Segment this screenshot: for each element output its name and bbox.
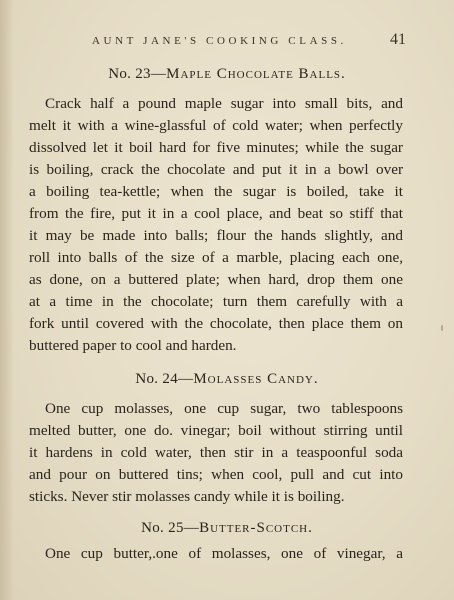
recipe-text-line: from the fire, put it in a cool place, and beat so stiff that — [29, 205, 403, 222]
recipe-text-line: melt it with a wine-glassful of cold water; when perfectly — [29, 117, 403, 134]
recipe-number: No. 24— — [135, 371, 194, 387]
paper-blemish — [441, 325, 443, 331]
recipe-text-line: One cup butter,.one of molasses, one of vinegar, a — [45, 545, 403, 562]
recipe-name: Molasses Candy. — [193, 371, 319, 387]
page-gutter-shadow — [0, 0, 14, 600]
recipe-title — [0, 520, 454, 537]
recipe-text-line: at a time in the chocolate; turn them carefully with a — [29, 293, 403, 310]
running-head: AUNT JANE'S COOKING CLASS. — [92, 35, 347, 47]
recipe-text-line: is boiling, crack the chocolate and put it in a bowl over — [29, 161, 403, 178]
recipe-text-line: sticks. Never stir molasses candy while it is boiling. — [29, 488, 345, 505]
recipe-text-line: Crack half a pound maple sugar into small bits, and — [45, 95, 403, 112]
recipe-text-line: melted butter, one do. vinegar; boil without stirring until — [29, 422, 403, 439]
recipe-number: No. 25— — [141, 520, 200, 536]
recipe-title — [0, 371, 454, 388]
recipe-text-line: buttered paper to cool and harden. — [29, 337, 237, 354]
recipe-text-line: as done, on a buttered plate; when hard, drop them one — [29, 271, 403, 288]
recipe-text-line: fork until covered with the chocolate, then place them on — [29, 315, 403, 332]
recipe-name: Maple Chocolate Balls. — [166, 66, 346, 82]
recipe-number: No. 23— — [108, 66, 167, 82]
recipe-text-line: One cup molasses, one cup sugar, two tablespoons — [45, 400, 403, 417]
recipe-name: Butter-Scotch. — [199, 520, 313, 536]
recipe-title — [0, 66, 454, 83]
recipe-text-line: and pour on buttered tins; when cool, pull and cut into — [29, 466, 403, 483]
recipe-text-line: a boiling tea-kettle; when the sugar is boiled, take it — [29, 183, 403, 200]
page-number: 41 — [390, 31, 406, 48]
recipe-text-line: dissolved let it boil hard for five minutes; while the sugar — [29, 139, 403, 156]
recipe-text-line: it hardens in cold water, then stir in a teaspoonful soda — [29, 444, 403, 461]
recipe-text-line: roll into balls of the size of a marble, placing each one, — [29, 249, 403, 266]
recipe-text-line: it may be made into balls; flour the hands slightly, and — [29, 227, 403, 244]
